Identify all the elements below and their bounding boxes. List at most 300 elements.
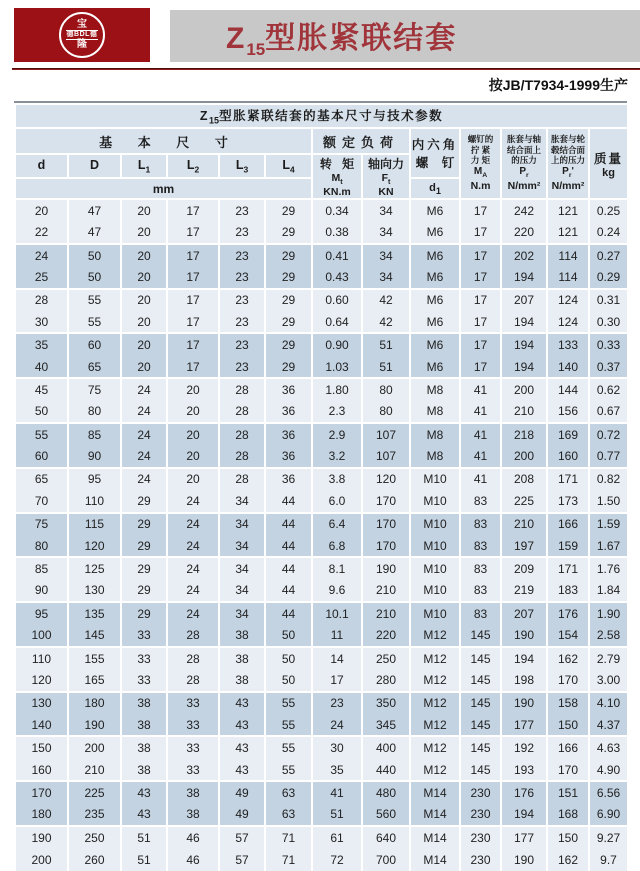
cell-MA: 145 <box>460 759 501 781</box>
table-row <box>15 580 628 602</box>
cell-Ft: 350 <box>362 692 410 714</box>
axial-unit: KN <box>378 186 394 199</box>
table-row <box>15 826 628 848</box>
cell-L2: 38 <box>167 804 219 826</box>
cell-d1: M8 <box>410 445 460 467</box>
cell-d1: M12 <box>410 692 460 714</box>
cell-kg: 1.90 <box>589 602 628 624</box>
cell-D: 200 <box>68 736 121 758</box>
cell-L2: 17 <box>167 289 219 311</box>
col-header-axial-force <box>362 154 410 199</box>
cell-L4: 63 <box>265 781 312 803</box>
cell-Ft: 220 <box>362 625 410 647</box>
cell-d: 65 <box>15 468 68 490</box>
cell-kg: 9.7 <box>589 848 628 870</box>
cell-d: 90 <box>15 580 68 602</box>
cell-Mt: 9.6 <box>312 580 362 602</box>
cell-Mt: 0.38 <box>312 221 362 243</box>
cell-L1: 20 <box>121 311 167 333</box>
cell-Ft: 210 <box>362 580 410 602</box>
col-header-hub-pressure <box>547 128 589 199</box>
cell-D: 110 <box>68 490 121 512</box>
cell-Pr-prime: 144 <box>547 378 589 400</box>
cell-L3: 23 <box>219 244 265 266</box>
cell-Ft: 170 <box>362 535 410 557</box>
cell-L1: 38 <box>121 692 167 714</box>
table-row <box>15 401 628 423</box>
cell-MA: 17 <box>460 311 501 333</box>
cell-kg: 1.76 <box>589 557 628 579</box>
cell-L2: 33 <box>167 714 219 736</box>
cell-Pr-prime: 140 <box>547 356 589 378</box>
cell-Mt: 1.80 <box>312 378 362 400</box>
cell-L2: 17 <box>167 221 219 243</box>
table-row <box>15 356 628 378</box>
cell-d: 140 <box>15 714 68 736</box>
cell-L1: 51 <box>121 826 167 848</box>
col-header-d: d <box>15 154 68 178</box>
cell-kg: 4.37 <box>589 714 628 736</box>
cell-Pr-prime: 160 <box>547 445 589 467</box>
cell-L3: 49 <box>219 781 265 803</box>
cell-Pr: 219 <box>501 580 547 602</box>
hex-screw-line2: 螺 钉 <box>415 156 455 171</box>
cell-d1: M6 <box>410 356 460 378</box>
cell-L1: 20 <box>121 266 167 288</box>
cell-Pr: 193 <box>501 759 547 781</box>
cell-Pr: 207 <box>501 602 547 624</box>
cell-Ft: 120 <box>362 468 410 490</box>
cell-Ft: 190 <box>362 557 410 579</box>
cell-L2: 38 <box>167 781 219 803</box>
logo-text-bottom: 隆 <box>77 38 87 50</box>
table-row <box>15 602 628 624</box>
cell-L4: 55 <box>265 759 312 781</box>
table-title-rest: 型胀紧联结套的基本尺寸与技术参数 <box>219 109 444 124</box>
cell-L3: 43 <box>219 759 265 781</box>
cell-D: 80 <box>68 401 121 423</box>
cell-d1: M10 <box>410 602 460 624</box>
cell-D: 115 <box>68 513 121 535</box>
cell-MA: 83 <box>460 490 501 512</box>
cell-d: 180 <box>15 804 68 826</box>
cell-d: 200 <box>15 848 68 870</box>
cell-Pr: 194 <box>501 647 547 669</box>
cell-MA: 230 <box>460 826 501 848</box>
cell-D: 55 <box>68 311 121 333</box>
cell-Pr: 242 <box>501 199 547 221</box>
cell-d: 80 <box>15 535 68 557</box>
logo-seal-icon <box>59 12 105 58</box>
cell-d1: M6 <box>410 199 460 221</box>
axial-symbol: $F_t$ <box>381 172 391 187</box>
cell-L1: 29 <box>121 580 167 602</box>
cell-Pr: 198 <box>501 669 547 691</box>
cell-L3: 43 <box>219 736 265 758</box>
cell-L1: 51 <box>121 848 167 870</box>
table-body <box>15 199 628 871</box>
cell-D: 260 <box>68 848 121 870</box>
table-row <box>15 490 628 512</box>
page-title-prefix: Z <box>226 21 247 55</box>
table-row <box>15 804 628 826</box>
cell-L3: 57 <box>219 848 265 870</box>
cell-Pr-prime: 170 <box>547 669 589 691</box>
page-title-subscript: 15 <box>246 39 266 59</box>
cell-kg: 1.50 <box>589 490 628 512</box>
cell-Pr: 210 <box>501 401 547 423</box>
cell-L1: 38 <box>121 714 167 736</box>
cell-kg: 1.67 <box>589 535 628 557</box>
cell-Pr-prime: 166 <box>547 736 589 758</box>
cell-D: 75 <box>68 378 121 400</box>
cell-L3: 34 <box>219 535 265 557</box>
cell-d1: M12 <box>410 736 460 758</box>
cell-L4: 44 <box>265 557 312 579</box>
cell-L3: 23 <box>219 356 265 378</box>
cell-kg: 2.79 <box>589 647 628 669</box>
cell-d1: M10 <box>410 490 460 512</box>
cell-L2: 17 <box>167 333 219 355</box>
table-row <box>15 468 628 490</box>
cell-L4: 44 <box>265 535 312 557</box>
cell-L4: 36 <box>265 378 312 400</box>
cell-Ft: 51 <box>362 333 410 355</box>
cell-d: 170 <box>15 781 68 803</box>
table-row <box>15 244 628 266</box>
cell-D: 165 <box>68 669 121 691</box>
cell-D: 125 <box>68 557 121 579</box>
cell-kg: 0.77 <box>589 445 628 467</box>
cell-d1: M6 <box>410 289 460 311</box>
table-row <box>15 221 628 243</box>
cell-MA: 41 <box>460 401 501 423</box>
cell-L4: 50 <box>265 669 312 691</box>
cell-L3: 49 <box>219 804 265 826</box>
cell-d1: M12 <box>410 714 460 736</box>
cell-kg: 0.82 <box>589 468 628 490</box>
cell-L3: 34 <box>219 580 265 602</box>
cell-d: 28 <box>15 289 68 311</box>
cell-Ft: 210 <box>362 602 410 624</box>
cell-MA: 230 <box>460 781 501 803</box>
cell-L4: 50 <box>265 625 312 647</box>
cell-Ft: 80 <box>362 401 410 423</box>
cell-L3: 38 <box>219 647 265 669</box>
cell-Ft: 400 <box>362 736 410 758</box>
table-row <box>15 557 628 579</box>
axial-label: 轴向力 <box>367 157 404 171</box>
cell-L4: 44 <box>265 580 312 602</box>
cell-L2: 20 <box>167 468 219 490</box>
cell-L2: 46 <box>167 848 219 870</box>
cell-d: 30 <box>15 311 68 333</box>
cell-L4: 29 <box>265 333 312 355</box>
cell-L3: 43 <box>219 692 265 714</box>
cell-Pr: 209 <box>501 557 547 579</box>
cell-L3: 23 <box>219 333 265 355</box>
cell-d1: M10 <box>410 468 460 490</box>
cell-D: 210 <box>68 759 121 781</box>
cell-d: 35 <box>15 333 68 355</box>
table-row <box>15 445 628 467</box>
cell-d: 22 <box>15 221 68 243</box>
cell-Pr-prime: 162 <box>547 848 589 870</box>
cell-MA: 145 <box>460 714 501 736</box>
cell-D: 180 <box>68 692 121 714</box>
cell-d1: M14 <box>410 804 460 826</box>
cell-Mt: 6.8 <box>312 535 362 557</box>
cell-L2: 28 <box>167 647 219 669</box>
table-title-prefix: Z <box>199 109 210 124</box>
cell-Pr-prime: 162 <box>547 647 589 669</box>
cell-L4: 71 <box>265 848 312 870</box>
cell-d1: M12 <box>410 669 460 691</box>
cell-L3: 23 <box>219 266 265 288</box>
cell-L2: 20 <box>167 401 219 423</box>
cell-Pr-prime: 133 <box>547 333 589 355</box>
cell-MA: 145 <box>460 625 501 647</box>
cell-MA: 17 <box>460 289 501 311</box>
cell-D: 47 <box>68 221 121 243</box>
cell-L3: 38 <box>219 669 265 691</box>
cell-L4: 44 <box>265 490 312 512</box>
ma-symbol: $M_A$ <box>473 165 488 179</box>
cell-Mt: 2.9 <box>312 423 362 445</box>
table-title-subscript: 15 <box>209 115 220 126</box>
cell-kg: 6.56 <box>589 781 628 803</box>
cell-Pr-prime: 158 <box>547 692 589 714</box>
ma-line3: 力 矩 <box>470 155 491 166</box>
cell-d1: M6 <box>410 221 460 243</box>
cell-kg: 2.58 <box>589 625 628 647</box>
cell-L4: 29 <box>265 311 312 333</box>
cell-kg: 6.90 <box>589 804 628 826</box>
cell-D: 65 <box>68 356 121 378</box>
col-header-L4: $L_4$ <box>265 154 312 178</box>
cell-d: 75 <box>15 513 68 535</box>
table-row <box>15 378 628 400</box>
table-row <box>15 535 628 557</box>
cell-D: 155 <box>68 647 121 669</box>
cell-L4: 44 <box>265 602 312 624</box>
mm-unit-cell: mm <box>15 178 312 199</box>
cell-Ft: 34 <box>362 244 410 266</box>
page-title <box>226 13 457 60</box>
cell-L2: 28 <box>167 669 219 691</box>
title-banner <box>170 10 640 62</box>
cell-L1: 20 <box>121 244 167 266</box>
cell-kg: 1.59 <box>589 513 628 535</box>
cell-Ft: 80 <box>362 378 410 400</box>
cell-D: 145 <box>68 625 121 647</box>
cell-Pr: 176 <box>501 781 547 803</box>
cell-kg: 0.29 <box>589 266 628 288</box>
cell-Mt: 51 <box>312 804 362 826</box>
cell-D: 130 <box>68 580 121 602</box>
cell-L3: 23 <box>219 289 265 311</box>
cell-Pr: 192 <box>501 736 547 758</box>
cell-D: 225 <box>68 781 121 803</box>
cell-Pr: 200 <box>501 378 547 400</box>
cell-Ft: 700 <box>362 848 410 870</box>
cell-MA: 41 <box>460 445 501 467</box>
cell-L4: 36 <box>265 401 312 423</box>
cell-d1: M10 <box>410 535 460 557</box>
cell-L3: 38 <box>219 625 265 647</box>
cell-Pr-prime: 156 <box>547 401 589 423</box>
cell-d: 160 <box>15 759 68 781</box>
pr2-symbol: $P_r'$ <box>562 165 574 179</box>
cell-kg: 4.63 <box>589 736 628 758</box>
cell-L3: 23 <box>219 311 265 333</box>
cell-L1: 24 <box>121 423 167 445</box>
cell-L3: 28 <box>219 445 265 467</box>
cell-L4: 29 <box>265 356 312 378</box>
cell-L1: 43 <box>121 804 167 826</box>
cell-Mt: 3.8 <box>312 468 362 490</box>
cell-Mt: 17 <box>312 669 362 691</box>
cell-MA: 145 <box>460 692 501 714</box>
ma-unit: N.m <box>470 179 491 192</box>
cell-L4: 55 <box>265 736 312 758</box>
cell-L4: 36 <box>265 445 312 467</box>
cell-MA: 17 <box>460 199 501 221</box>
cell-d1: M8 <box>410 401 460 423</box>
cell-L2: 24 <box>167 535 219 557</box>
cell-L2: 24 <box>167 580 219 602</box>
cell-Mt: 24 <box>312 714 362 736</box>
cell-MA: 83 <box>460 535 501 557</box>
company-logo <box>14 8 150 62</box>
cell-kg: 0.67 <box>589 401 628 423</box>
table-row <box>15 289 628 311</box>
cell-MA: 145 <box>460 736 501 758</box>
cell-Pr-prime: 173 <box>547 490 589 512</box>
cell-L4: 63 <box>265 804 312 826</box>
cell-Pr-prime: 168 <box>547 804 589 826</box>
cell-Pr-prime: 121 <box>547 199 589 221</box>
cell-D: 50 <box>68 266 121 288</box>
cell-D: 95 <box>68 468 121 490</box>
cell-D: 55 <box>68 289 121 311</box>
cell-d1: M8 <box>410 423 460 445</box>
cell-L2: 17 <box>167 311 219 333</box>
pr-symbol: $P_r$ <box>519 165 529 179</box>
cell-d1: M10 <box>410 513 460 535</box>
cell-kg: 0.37 <box>589 356 628 378</box>
cell-Mt: 41 <box>312 781 362 803</box>
cell-L3: 57 <box>219 826 265 848</box>
cell-d1: M6 <box>410 333 460 355</box>
cell-L1: 20 <box>121 199 167 221</box>
cell-Mt: 30 <box>312 736 362 758</box>
cell-Ft: 640 <box>362 826 410 848</box>
cell-Mt: 11 <box>312 625 362 647</box>
cell-Pr-prime: 169 <box>547 423 589 445</box>
cell-Ft: 107 <box>362 423 410 445</box>
cell-Pr: 194 <box>501 311 547 333</box>
cell-Mt: 0.34 <box>312 199 362 221</box>
cell-Ft: 480 <box>362 781 410 803</box>
cell-L2: 20 <box>167 378 219 400</box>
cell-Ft: 34 <box>362 199 410 221</box>
pr2-line2: 毂结合面 <box>550 144 585 155</box>
cell-L3: 43 <box>219 714 265 736</box>
cell-d1: M12 <box>410 759 460 781</box>
cell-kg: 9.27 <box>589 826 628 848</box>
cell-Mt: 0.60 <box>312 289 362 311</box>
cell-d: 150 <box>15 736 68 758</box>
cell-L3: 28 <box>219 468 265 490</box>
cell-Pr: 207 <box>501 289 547 311</box>
table-row <box>15 759 628 781</box>
cell-kg: 0.31 <box>589 289 628 311</box>
cell-D: 250 <box>68 826 121 848</box>
cell-d: 25 <box>15 266 68 288</box>
table-row <box>15 848 628 870</box>
col-header-D: D <box>68 154 121 178</box>
cell-L3: 34 <box>219 490 265 512</box>
cell-L4: 29 <box>265 266 312 288</box>
cell-Mt: 0.43 <box>312 266 362 288</box>
cell-MA: 17 <box>460 356 501 378</box>
cell-Mt: 23 <box>312 692 362 714</box>
cell-d: 110 <box>15 647 68 669</box>
pr-unit: N/mm² <box>507 179 541 192</box>
table-row <box>15 311 628 333</box>
cell-MA: 83 <box>460 557 501 579</box>
cell-d1: M8 <box>410 378 460 400</box>
cell-L1: 20 <box>121 289 167 311</box>
cell-Mt: 2.3 <box>312 401 362 423</box>
cell-Pr-prime: 176 <box>547 602 589 624</box>
cell-MA: 17 <box>460 333 501 355</box>
cell-L2: 33 <box>167 759 219 781</box>
cell-d: 20 <box>15 199 68 221</box>
cell-L4: 55 <box>265 692 312 714</box>
cell-Mt: 61 <box>312 826 362 848</box>
table-title-row <box>15 104 628 128</box>
pr-line2: 结合面上 <box>506 144 541 155</box>
cell-L2: 24 <box>167 490 219 512</box>
cell-Pr-prime: 170 <box>547 759 589 781</box>
table-row <box>15 266 628 288</box>
table-row <box>15 736 628 758</box>
cell-MA: 145 <box>460 669 501 691</box>
cell-Pr: 194 <box>501 356 547 378</box>
cell-kg: 0.72 <box>589 423 628 445</box>
cell-d1: M6 <box>410 266 460 288</box>
cell-Ft: 107 <box>362 445 410 467</box>
cell-L2: 17 <box>167 199 219 221</box>
cell-Pr: 177 <box>501 826 547 848</box>
cell-Pr: 190 <box>501 692 547 714</box>
col-group-rated-load: 额定负荷 <box>312 128 410 154</box>
cell-L4: 29 <box>265 244 312 266</box>
pr2-unit: N/mm² <box>551 179 585 192</box>
cell-L3: 23 <box>219 221 265 243</box>
cell-MA: 230 <box>460 848 501 870</box>
cell-MA: 83 <box>460 602 501 624</box>
cell-Mt: 6.4 <box>312 513 362 535</box>
cell-kg: 4.90 <box>589 759 628 781</box>
cell-d: 24 <box>15 244 68 266</box>
cell-MA: 230 <box>460 804 501 826</box>
cell-D: 90 <box>68 445 121 467</box>
table-row <box>15 714 628 736</box>
cell-L2: 28 <box>167 625 219 647</box>
